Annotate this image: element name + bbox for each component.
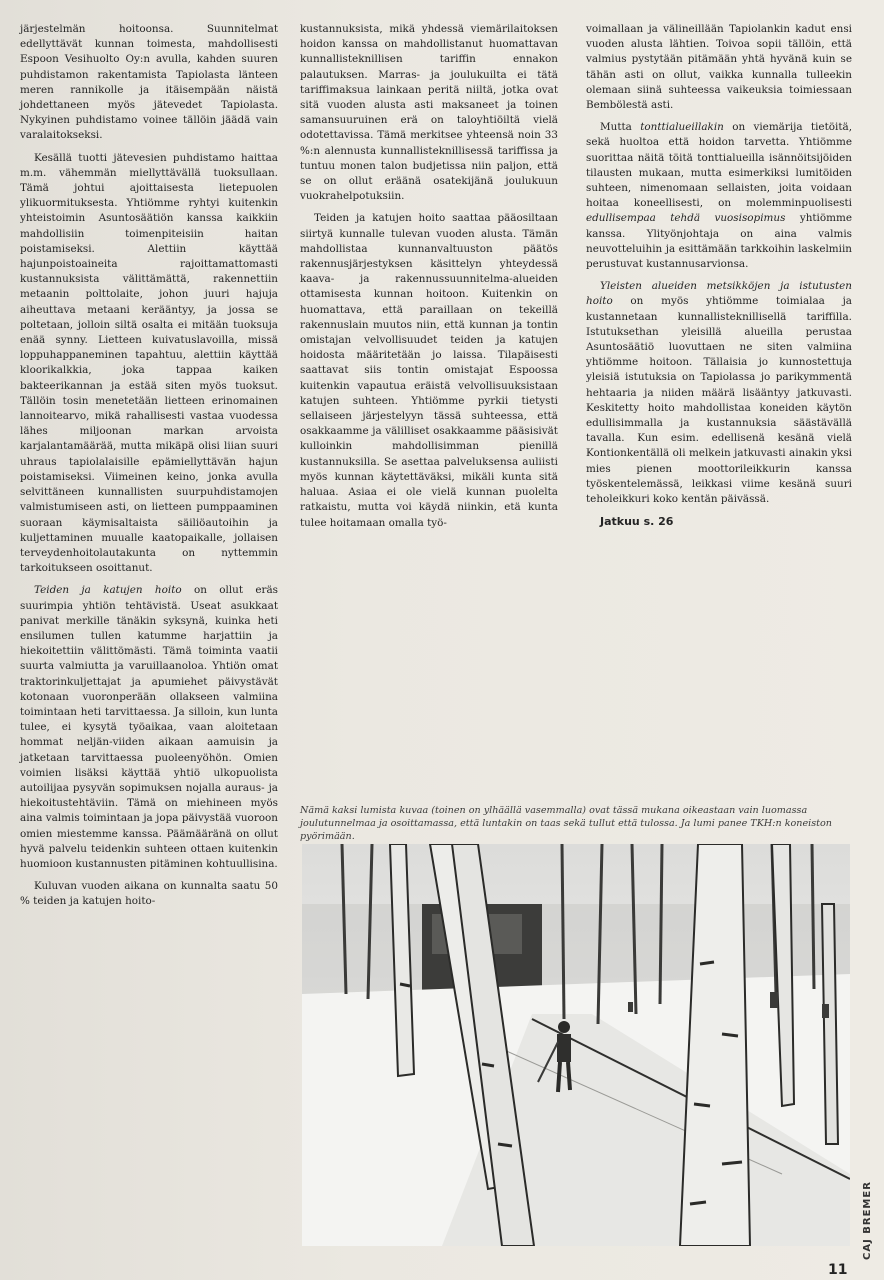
paragraph-text: on myös yhtiömme toimialaa ja kustannetaan kunnallisteknillisellä tariffilla. Istutuksethan yleisillä alueilla perustaa Asuntosäätiö luovuttaen ne siten valmiina yhtiömme hoitoon. Tällaisia jo kunnostettuja yleisiä istutuksia on Tapiolassa jo parikymmentä hehtaaria ja niiden määrä lisääntyy jatkuvasti. Keskitetty hoito mahdollistaa koneiden käytön edullisimmalla ja kustannuksia säästävällä tavalla. Kun esim. edellisenä kesänä vielä Kontionkentällä oli melkein jatkuvasti ainakin yksi mies pienen moottorileikkurin kanssa työskentelemässä, leikkasi viime kesänä suuri teholeikkuri koko kentän päivässä. [586,295,852,506]
emphasis: tonttialueillakin [640,121,724,134]
paragraph: voimallaan ja välineillään Tapiolankin kadut ensi vuoden alusta lähtien. Toivoa sopii tällöin, että valmius pystytään pitämään yhtä hyvänä kuin se tähän asti on ollut, vaikka kunnalla tulleekin olemaan siinä suhteessa vaikeuksia toimiessaan Bembölestä asti. [586,23,852,112]
paragraph-text: on viemärija tietöitä, sekä huoltoa että hoidon tarvetta. Yhtiömme suorittaa näitä töitä tonttialueilla isännöitsijöiden tilausten mukaan, mutta esimerkiksi lumitöiden suhteen, nimenomaan sellaisten, joita voidaan hoitaa koneellisesti, on molemminpuolisesti [586,121,852,210]
paragraph-text: on ollut eräs suurimpia yhtiön tehtävistä. Useat asukkaat panivat merkille tänäkin syksynä, kuinka heti ensilumen tullen katumme harjattiin ja hiekoitettiin välittömästi. Tämä toiminta vaatii suurta valmiutta ja varuillaanoloa. Yhtiön omat traktorinkuljettajat ja apumiehet päivystävät kotonaan vuoronperään ollakseen valmiina toimintaan heti tarvittaessa. Ja silloin, kun lunta tulee, ei kysytä työaikaa, vaan aloitetaan hommat neljän-viiden aikaan aamuisin ja jatketaan tarvittaessa puoleenyöhön. Omien voimien lisäksi käyttää yhtiö ulkopuolista autoilijaa pysyvän sopimuksen nojalla auraus- ja hiekoitustehtäviin. Tämä on miehineen myös aina valmis toimintaan ja jopa päivystää vuoroon omien miestemme kanssa. Päämääränä on ollut hyvä palvelu teidenkin suhteen ottaen kuitenkin huomioon kustannusten pitäminen kohtuullisina. [20,584,278,870]
paragraph: kustannuksista, mikä yhdessä viemärilaitoksen hoidon kanssa on mahdollistanut huomattavan kunnallisteknillisen tariffin ennakon palautuksen. Marras- ja joulukuilta ei tätä tariffimaksua lainkaan peritä niiltä, jotka ovat sitä vuoden alusta asti maksaneet ja toinen samansuuruinen erä on taloyhtiöiltä vielä odotettavissa. Tämä merkitsee yhteensä noin 33 %:n alennusta kunnallisteknillisessä tariffissa ja tuntuu monen talon budjetissa niin paljon, että se on ollut eräänä osatekijänä joulukuun vuokrahelpotuksiin. [300,23,558,203]
paragraph: Kesällä tuotti jätevesien puhdistamo haittaa m.m. vähemmän miellyttävällä tuoksullaan. Tämä johtui ajoittaisesta lietepuolen ylikuormituksesta. Yhtiömme ryhtyi kuitenkin yhteistoimin Asuntosäätiön kanssa kaikkiin mahdollisiin toimenpiteisiin haitan poistamiseksi. Alettiin käyttää hajunpoistoaineita rajoittamattomasti kustannuksista välittämättä, rakennettiin metaanin polttolaite, johon juuri hajuja aiheuttava metaani kerääntyy, ja jossa se poltetaan, jolloin siltä osalta ei mitään tuoksuja enää synny. Lietteen kuivatuslavoilla, missä loppuhappaneminen tapahtuu, alettiin käyttää kloorikalkkia, joka tappaa kaiken bakteerikannan ja estää siten myös tuoksut. Tällöin tosin menetetään lietteen erinomainen lannoitearvo, mikä rahallisesti vastaa vuodessa lähes miljoonan markan arvoista karjalantamäärää, mutta mikäpä olisi liian suuri uhraus tapiolalaisille epämiellyttävän hajun poistamiseksi. Viimeinen keino, jonka avulla selvittäneen kunnallisten suurpuhdistamojen valmistumiseen asti, on lietteen pumppaaminen suoraan käymisaltaista säiliöautoihin ja kuljettaminen muualle kaatopaikalle, jollaisen terveydenhoitolautakunta on nyttemmin tarkoitukseen osoittanut. [20,151,278,575]
paragraph [20,583,278,872]
paragraph [586,120,852,272]
paragraph: Kuluvan vuoden aikana on kunnalta saatu 50 % teiden ja katujen hoito- [20,880,278,908]
paragraph-text: Mutta [600,121,641,134]
text-column-2 [300,22,558,531]
continued-link[interactable]: Jatkuu s. 26 [600,515,674,529]
section-lead: Teiden ja katujen hoito [34,584,182,597]
paragraph: järjestelmän hoitoonsa. Suunnitelmat edellyttävät kunnan toimesta, mahdollisesti Espoon Vesihuolto Oy:n avulla, kahden suuren puhdistamon rakentamista Tapiolasta länteen meren rannikolle ja itäisempään näistä johdettaneen myös jätevedet Tapiolasta. Nykyinen puhdistamo voinee tällöin jäädä vain varalaitokseksi. [20,23,278,142]
paragraph: Teiden ja katujen hoito saattaa pääosiltaan siirtyä kunnalle tulevan vuoden alusta. Tämän mahdollistaa kunnanvaltuuston päätös rakennusjärjestyksen käsittelyn yhteydessä kaava- ja rakennussuunnitelma-alueiden ottamisesta kunnan hoitoon. Kuitenkin on huomattava, että paraillaan on tekeillä rakennuslain muutos niin, että kunnan ja tontin omistajan velvollisuudet teiden ja katujen hoidosta määritetään jo laissa. Tilapäisesti saattavat siis tontin omistajat Espoossa kuitenkin vapautua eräistä velvollisuuksistaan katujen suhteen. Yhtiömme pyrkii tietysti sellaiseen järjestelyyn tässä suhteessa, että osakkaamme ja välilliset osakkaamme pääsisivät kulloinkin mahdollisimman pienillä kustannuksilla. Se asettaa palveluksensa auliisti myös kunnan käytettäväksi, mikäli kunta sitä haluaa. Asiaa ei ole vielä kunnan puolelta ratkaistu, mutta voi käydä niinkin, etä kunta tulee hoitamaan omalla työ- [300,212,558,529]
paragraph [586,279,852,507]
photo-caption: Nämä kaksi lumista kuvaa (toinen on ylhäällä vasemmalla) ovat tässä mukana oikeastaan vain luomassa joulutunnelmaa ja osoittamassa, että luntakin on taas sekä tullut että tulossa. Ja lumi panee TKH:n koneiston pyörimään. [300,805,832,842]
paragraph-text: yhtiömme kanssa. Ylityönjohtaja on aina valmis neuvotteluihin ja esittämään tarkkoihin laskelmiin perustuvat kustannusarvionsa. [586,212,852,271]
section-lead: Yleisten alueiden metsikköjen ja istutusten hoito [586,280,852,308]
text-column-3 [586,22,852,530]
snowy-birch-forest-image [302,844,850,1246]
page-number: 11 [828,1262,848,1278]
text-column-1 [20,22,278,910]
photo-credit: CAJ BREMER [862,1181,873,1260]
emphasis: edullisempaa tehdä vuosisopimus [586,212,786,225]
snow-photo [302,844,850,1246]
